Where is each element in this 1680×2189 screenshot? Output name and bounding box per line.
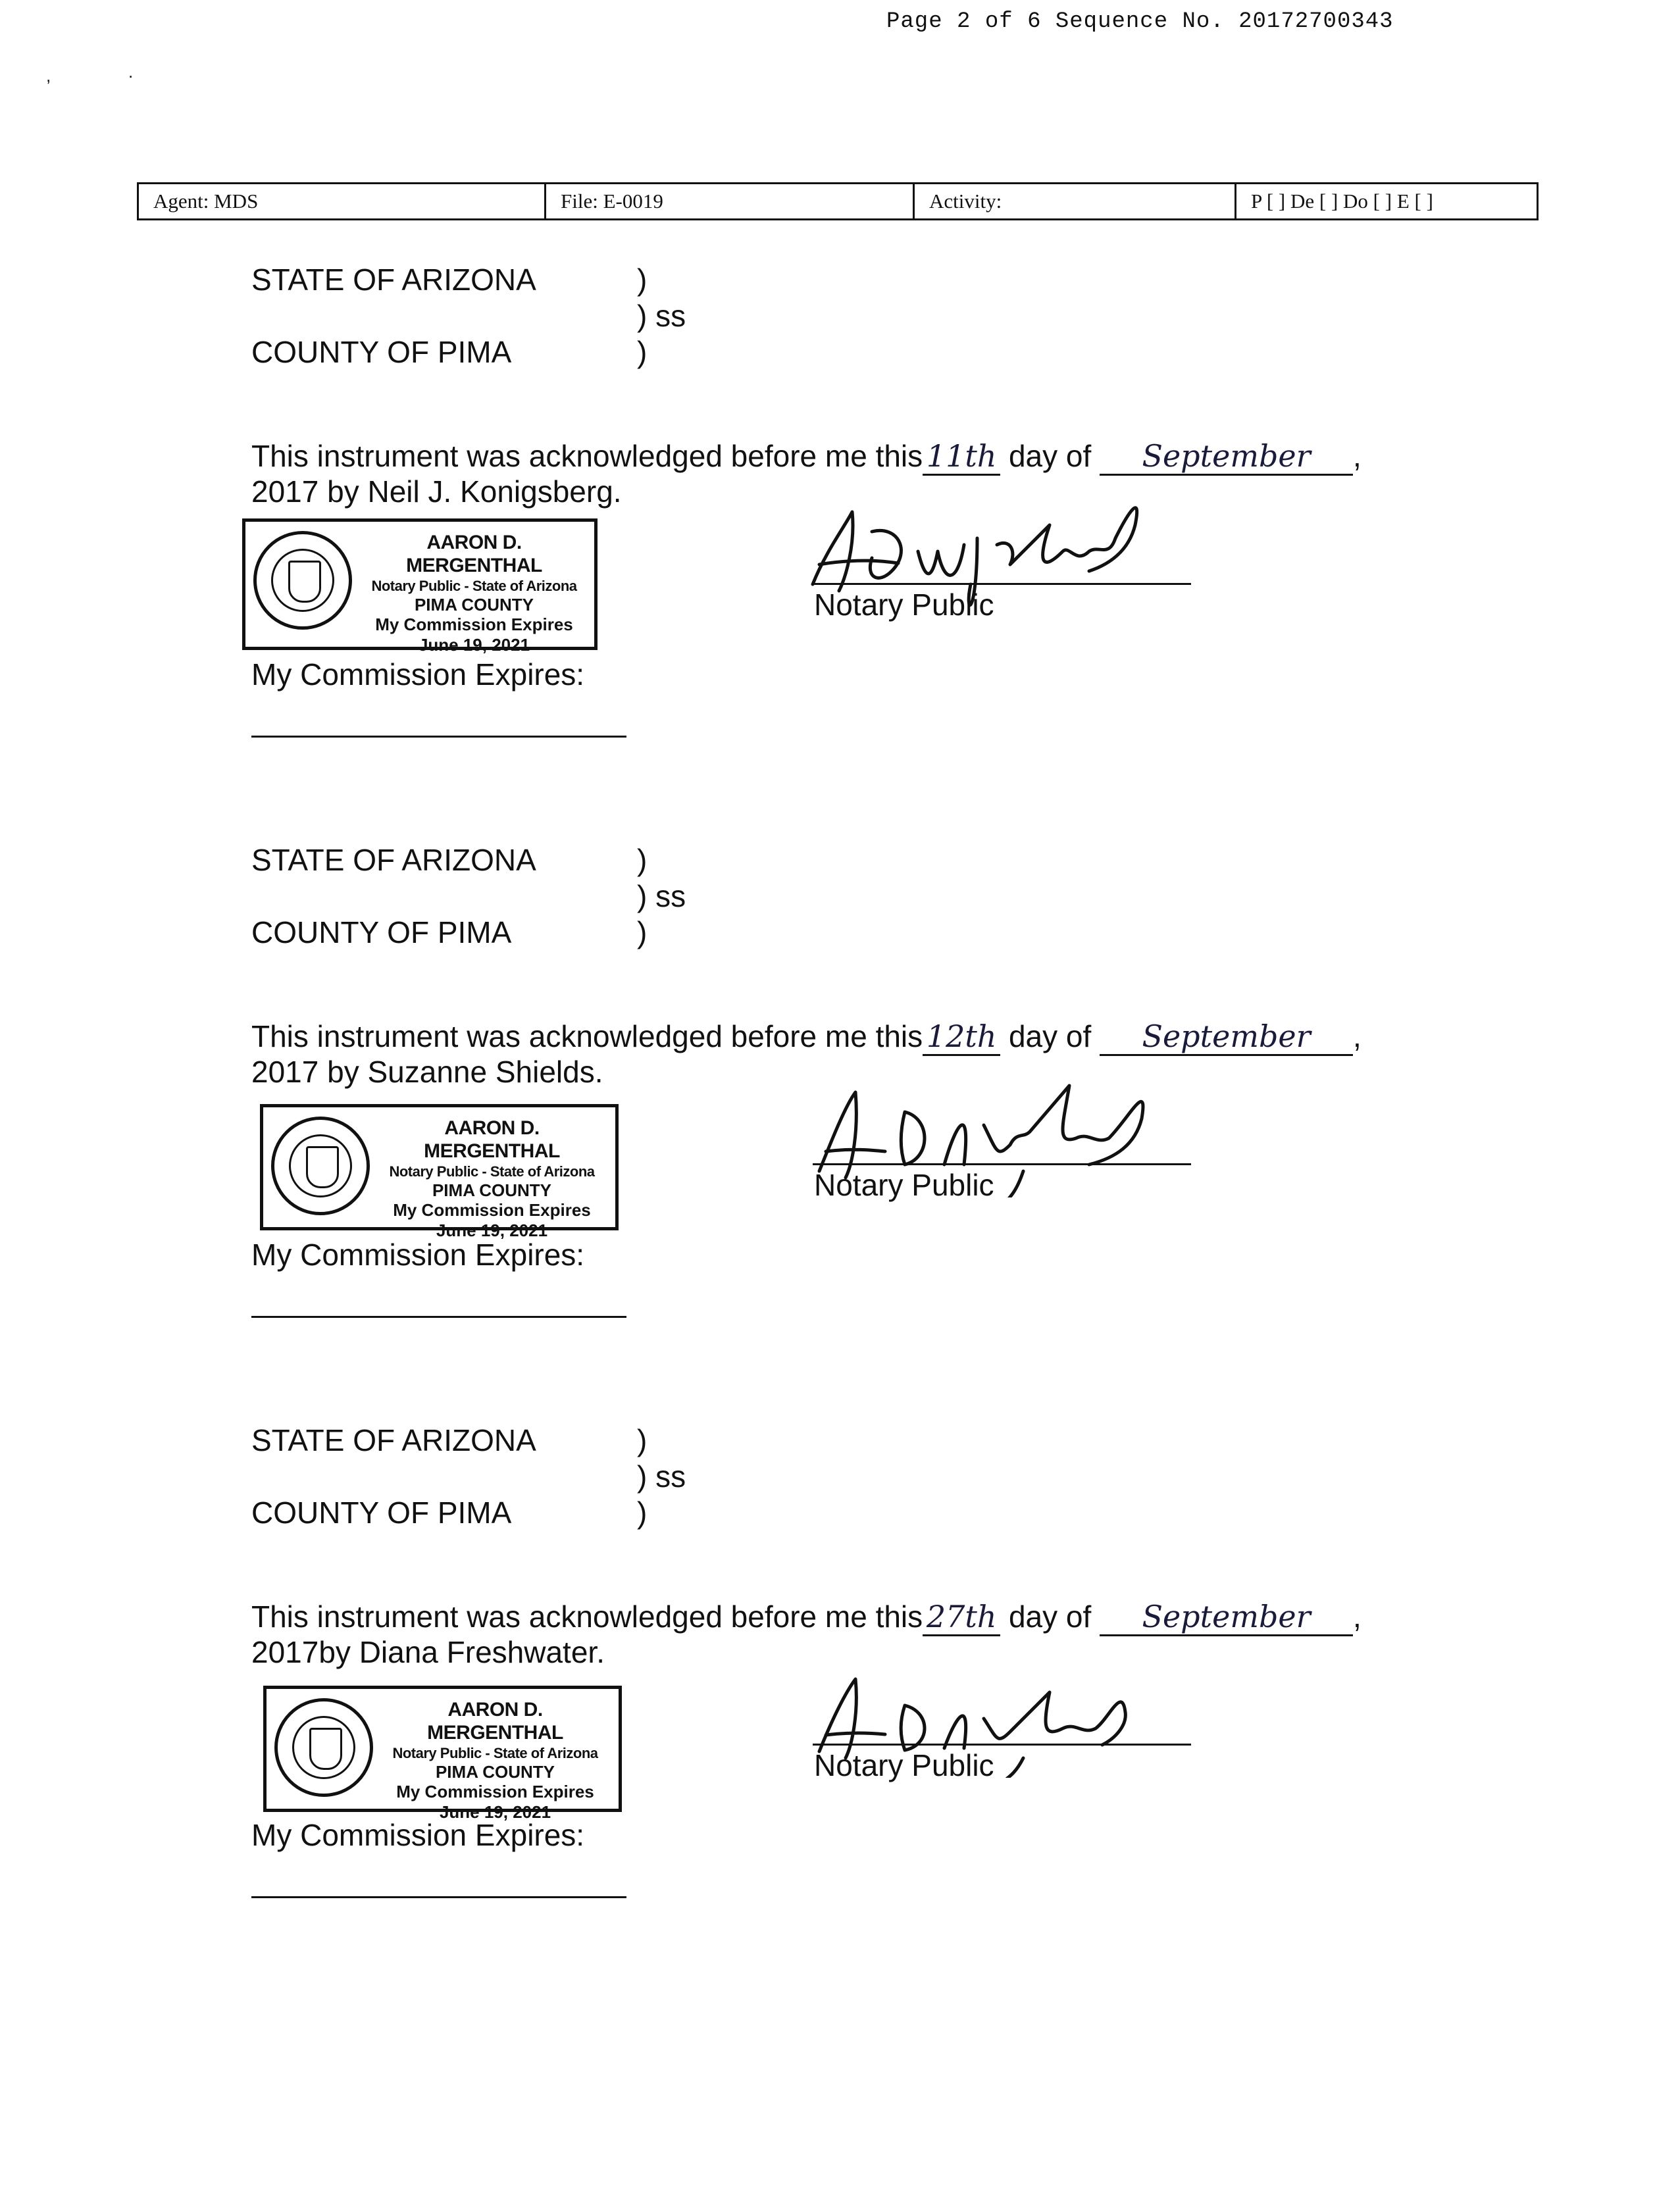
notary-public-label: Notary Public <box>814 1748 994 1782</box>
ack-prefix: This instrument was acknowledged before me this <box>251 439 923 473</box>
comma: , <box>1353 1599 1362 1634</box>
acknowledgment-block <box>0 262 1680 841</box>
acknowledgment-text <box>251 1599 1362 1636</box>
commission-blank-line <box>251 736 626 738</box>
county-label: COUNTY OF PIMA <box>251 915 512 949</box>
state-label: STATE OF ARIZONA <box>251 263 536 297</box>
day-field: 11th <box>923 438 1000 476</box>
ack-prefix: This instrument was acknowledged before me this <box>251 1019 923 1053</box>
month-field: September <box>1100 1019 1353 1056</box>
table-row <box>138 184 1538 220</box>
day-of-label: day of <box>1008 1599 1092 1634</box>
day-field: 27th <box>923 1599 1000 1636</box>
commission-label: My Commission Expires: <box>251 1238 585 1272</box>
ack-prefix: This instrument was acknowledged before me this <box>251 1599 923 1634</box>
day-of-label: day of <box>1008 439 1092 473</box>
page-header <box>886 9 1394 34</box>
acknowledgment-block <box>0 842 1680 1421</box>
state-seal-icon <box>253 531 352 630</box>
county-label: COUNTY OF PIMA <box>251 1496 512 1530</box>
page-label: Page <box>886 9 943 34</box>
month-field: September <box>1100 438 1353 476</box>
state-label: STATE OF ARIZONA <box>251 1423 536 1457</box>
ss-label: ) ss <box>637 1459 686 1494</box>
paren: ) <box>637 843 648 877</box>
stamp-date: June 19, 2021 <box>418 635 530 655</box>
paren: ) <box>637 1496 648 1530</box>
commission-blank-line <box>251 1896 626 1898</box>
sequence-number: 20172700343 <box>1238 9 1394 34</box>
day-of-label: day of <box>1008 1019 1092 1053</box>
acknowledgment-text <box>251 438 1362 476</box>
paren: ) <box>637 335 648 369</box>
notary-stamp <box>242 518 598 655</box>
paren: ) <box>637 1423 648 1457</box>
comma: , <box>1353 439 1362 473</box>
activity-cell: Activity: <box>914 184 1236 220</box>
stamp-commission: My Commission Expires <box>396 1782 594 1802</box>
ss-label: ) ss <box>637 299 686 333</box>
acknowledgment-block <box>0 1422 1680 2001</box>
flags-cell: P [ ] De [ ] Do [ ] E [ ] <box>1236 184 1538 220</box>
state-seal-icon <box>271 1117 370 1215</box>
stamp-title: Notary Public - State of Arizona <box>392 1744 598 1761</box>
day-field: 12th <box>923 1019 1000 1056</box>
sequence-label: Sequence No. <box>1055 9 1225 34</box>
commission-blank-line <box>251 1316 626 1318</box>
notary-stamp <box>260 1104 619 1241</box>
agent-cell: Agent: MDS <box>138 184 546 220</box>
state-seal-icon <box>274 1698 373 1797</box>
signer-line: 2017by Diana Freshwater. <box>251 1635 605 1669</box>
stamp-commission: My Commission Expires <box>375 615 573 635</box>
signature-line <box>813 1744 1191 1746</box>
page-of-label: of <box>984 9 1013 34</box>
page-total: 6 <box>1027 9 1042 34</box>
stamp-county: PIMA COUNTY <box>435 1761 555 1782</box>
stamp-date: June 19, 2021 <box>439 1802 551 1823</box>
stamp-commission: My Commission Expires <box>393 1200 591 1220</box>
stamp-name: AARON D. MERGENTHAL <box>427 1699 563 1744</box>
commission-label: My Commission Expires: <box>251 1818 585 1852</box>
file-cell: File: E-0019 <box>546 184 914 220</box>
page-number: 2 <box>957 9 971 34</box>
stamp-county: PIMA COUNTY <box>432 1180 552 1200</box>
stamp-name: AARON D. MERGENTHAL <box>424 1117 560 1163</box>
notary-public-label: Notary Public <box>814 588 994 622</box>
agent-info-table <box>137 182 1539 220</box>
paren: ) <box>637 915 648 949</box>
signature-line <box>813 583 1191 585</box>
state-label: STATE OF ARIZONA <box>251 843 536 877</box>
acknowledgment-text <box>251 1019 1362 1056</box>
paren: ) <box>637 263 648 297</box>
signature-line <box>813 1163 1191 1165</box>
notary-public-label: Notary Public <box>814 1168 994 1202</box>
signer-line: 2017 by Suzanne Shields. <box>251 1055 603 1089</box>
ss-label: ) ss <box>637 879 686 913</box>
margin-mark: , <box>46 66 51 86</box>
stamp-title: Notary Public - State of Arizona <box>371 577 577 594</box>
stamp-date: June 19, 2021 <box>436 1220 548 1241</box>
signer-line: 2017 by Neil J. Konigsberg. <box>251 474 622 509</box>
notary-stamp <box>263 1686 622 1823</box>
stamp-name: AARON D. MERGENTHAL <box>406 532 542 577</box>
stamp-county: PIMA COUNTY <box>414 594 534 615</box>
stamp-title: Notary Public - State of Arizona <box>389 1163 595 1180</box>
county-label: COUNTY OF PIMA <box>251 335 512 369</box>
comma: , <box>1353 1019 1362 1053</box>
month-field: September <box>1100 1599 1353 1636</box>
commission-label: My Commission Expires: <box>251 657 585 692</box>
margin-mark: . <box>128 62 134 82</box>
